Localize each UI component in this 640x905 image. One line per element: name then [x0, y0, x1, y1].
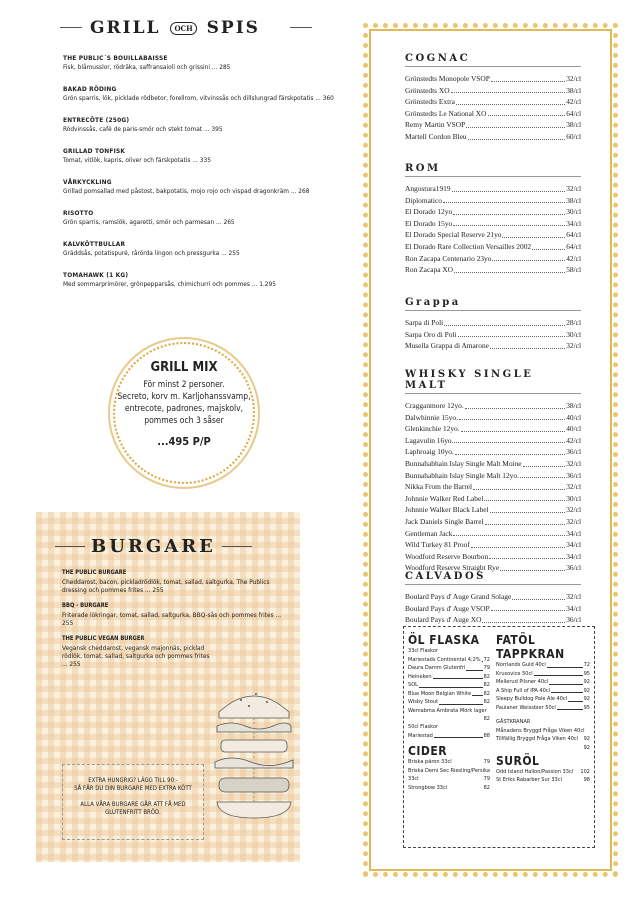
- drink-name: Boulard Pays d' Auge Grand Solage: [405, 592, 512, 601]
- menu-item: [62, 570, 282, 594]
- beer-row: Blue Moon Belgian White 82: [408, 690, 490, 697]
- menu-item: [63, 178, 353, 196]
- drink-price: 32/cl: [566, 74, 581, 83]
- drink-row: [405, 229, 581, 241]
- section-title: WHISKY SINGLE MALT: [405, 369, 581, 394]
- drink-price: 30/cl: [566, 207, 581, 217]
- title-flourish-left: [60, 27, 82, 28]
- burger-illustration: [211, 682, 297, 842]
- drink-price: 36/cl: [566, 615, 581, 625]
- dish-desc: Rödvinssås, café de paris-smör och stekt tomat ... 395: [63, 125, 223, 133]
- drink-price: 38/cl: [566, 401, 581, 410]
- drink-name: Boulard Pays d' Auge XO: [405, 615, 482, 625]
- drink-name: Laphroaig 10yo.: [405, 447, 454, 457]
- dish-desc: Cheddarost, bacon, pickladrödlök, tomat, sallad, saltgurka, The Publics dressing och pommes frites ... 255: [62, 578, 270, 594]
- draft-beer-column: [496, 633, 590, 785]
- dish-desc: Friterade lökringar, tomat, sallad, saltgurka, BBQ-sås och pommes frites ... 255: [62, 611, 282, 627]
- note-line: ALLA VÅRA BURGARE GÅR ATT FÅ MED: [80, 801, 186, 808]
- drink-row: [405, 504, 581, 516]
- drink-row: [405, 446, 581, 458]
- beer-row: St Eriks Rabarber Sur 33cl 98: [496, 777, 590, 783]
- beer-row: Wemabma Ambrata Mörk lager 82: [408, 707, 490, 722]
- drink-name: Sarpa Oro di Poli: [405, 329, 457, 339]
- drink-price: 42/cl: [566, 97, 581, 107]
- section-title: COGNAC: [405, 53, 581, 67]
- drink-name: Woodford Reserve Straight Rye: [405, 563, 500, 573]
- grill-mix-desc: [115, 379, 253, 427]
- beer-box: [403, 626, 595, 848]
- grill-mix-line: För minst 2 personer.: [143, 380, 225, 390]
- grill-title-right: SPIS: [206, 18, 260, 38]
- drink-name: Bunnahabhain Islay Single Malt Moine: [405, 458, 522, 468]
- drink-price: 32/cl: [566, 516, 581, 526]
- drink-price: 38/cl: [566, 195, 581, 205]
- cognac-section: [405, 53, 581, 143]
- dish-name: TOMAHAWK (1 KG): [63, 271, 129, 279]
- dish-desc: Med sommarprimörer, grönpepparsås, chimichurri och pommes ... 1.295: [63, 280, 276, 288]
- dish-desc: Vegansk cheddarost, vegansk majonnäs, picklad rödlök, tomat, sallad, saltgurka och pommes frites ... 255: [62, 644, 210, 668]
- beer-row: Sleepy Bulldog Pale Ale 40cl 92: [496, 696, 590, 702]
- drink-name: Remy Martin VSOP: [405, 120, 466, 130]
- drink-price: 34/cl: [566, 540, 581, 550]
- drink-row: [405, 603, 581, 615]
- whisky-section: [405, 369, 581, 574]
- drink-row: [405, 470, 581, 482]
- beer-subtitle: 50cl Flaskor: [408, 724, 439, 730]
- drink-name: Musella Grappa di Amarone: [405, 341, 489, 351]
- grill-mix-badge: [113, 342, 255, 484]
- drink-name: Wild Turkey 81 Proof: [405, 540, 470, 550]
- drink-row: [405, 108, 581, 120]
- drink-row: [405, 551, 581, 563]
- menu-item: [63, 116, 353, 134]
- drink-price: 32/cl: [566, 505, 581, 515]
- menu-item: [63, 85, 353, 103]
- cider-row: Briska Demi Sec Riesling/Persika 33cl 79: [408, 767, 490, 782]
- menu-item: [63, 147, 353, 165]
- drink-name: Jack Daniels Single Barrel: [405, 516, 484, 526]
- drink-price: 34/cl: [566, 551, 581, 561]
- grill-title-och: OCH: [170, 22, 196, 35]
- grappa-section: [405, 297, 581, 352]
- dish-name: VÅRKYCKLING: [63, 178, 112, 186]
- menu-item: [63, 271, 353, 289]
- drink-price: 32/cl: [566, 592, 581, 601]
- burgare-panel: [36, 512, 300, 862]
- drink-name: Nikka From the Barrel: [405, 482, 473, 492]
- dish-name: THE PUBLIC´S BOUILLABAISSE: [63, 54, 168, 62]
- drink-name: Boulard Pays d' Auge VSOP: [405, 603, 490, 613]
- drink-row: [405, 195, 581, 207]
- beer-row: Paulaner Weissbier 50cl 95: [496, 704, 590, 711]
- dish-desc: Gräddsås, potatispuré, rårörda lingon och pressgurka ... 255: [63, 249, 240, 257]
- beer-row: Norrlands Guld 40cl 72: [496, 662, 590, 668]
- beer-row: Odd Island Hallon/Passion 33cl 102: [496, 768, 590, 775]
- drink-price: 38/cl: [566, 85, 581, 95]
- beer-row: Mariestads Continental 4,2% 72: [408, 656, 490, 663]
- beer-row: Krusovice 50cl 95: [496, 670, 590, 677]
- dish-name: BBQ - BURGARE: [62, 603, 109, 609]
- drink-price: 30/cl: [566, 329, 581, 339]
- beer-row: Månadens Bryggd Fråga Viken 40cl 92: [496, 727, 590, 742]
- drink-row: [405, 400, 581, 412]
- drink-name: El Dorado Rare Collection Versailles 2002: [405, 241, 532, 251]
- drink-row: [405, 253, 581, 265]
- beer-row: A Ship Full of IPA 40cl 92: [496, 687, 590, 694]
- burgare-list: [62, 570, 282, 677]
- drink-name: El Dorado Special Reserve 21yo: [405, 230, 502, 240]
- dish-name: GRILLAD TONFISK: [63, 147, 126, 155]
- drink-name: Gentleman Jack: [405, 528, 453, 538]
- drink-name: Woodford Reserve Bourbon: [405, 551, 489, 561]
- drink-price: 36/cl: [566, 447, 581, 457]
- beer-row: Mellerud Pilsner 40cl 92: [496, 679, 590, 685]
- menu-item: [63, 54, 353, 72]
- extra-hungry-note: [62, 764, 204, 840]
- dish-name: RISOTTO: [63, 209, 94, 217]
- drink-price: 40/cl: [566, 424, 581, 434]
- grill-mix-title: GRILL MIX: [150, 360, 218, 375]
- drink-name: Diplomatico: [405, 195, 442, 205]
- drink-price: 30/cl: [566, 493, 581, 503]
- cider-row: Briska päron 33cl 79: [408, 759, 490, 765]
- draft-title: FATÖL TAPPKRAN: [496, 633, 565, 661]
- drink-price: 32/cl: [566, 341, 581, 351]
- burgare-title: [91, 536, 216, 557]
- section-title: CALVADOS: [405, 571, 581, 585]
- drink-row: [405, 340, 581, 352]
- drink-name: Johnnie Walker Black Label: [405, 505, 489, 515]
- drink-price: 42/cl: [566, 435, 581, 445]
- drink-price: 38/cl: [566, 120, 581, 130]
- dish-name: THE PUBLIC VEGAN BURGER: [62, 636, 145, 642]
- drink-price: 34/cl: [566, 218, 581, 228]
- drink-row: [405, 329, 581, 341]
- menu-item: [62, 603, 282, 627]
- rom-section: [405, 163, 581, 276]
- beer-title: ÖL FLASKA: [408, 633, 480, 647]
- section-title: ROM: [405, 163, 581, 177]
- drink-price: 32/cl: [566, 458, 581, 468]
- guest-taps-subtitle: GÄSTKRANAR: [496, 719, 531, 725]
- drink-row: [405, 591, 581, 603]
- drink-row: [405, 493, 581, 505]
- sour-beer-title: SURÖL: [496, 753, 540, 768]
- drink-price: 34/cl: [566, 603, 581, 613]
- drink-price: 60/cl: [566, 131, 581, 141]
- grill-mix-line: Secreto, korv m. Karljohanssvamp,: [117, 392, 251, 402]
- grill-mix-line: pommes och 3 såser: [144, 416, 224, 426]
- section-title: Grappa: [405, 297, 581, 311]
- grill-mix-price: ...495 P/P: [157, 435, 211, 448]
- drink-price: 64/cl: [566, 230, 581, 240]
- drink-name: Sarpa di Poli: [405, 318, 444, 327]
- dish-name: BAKAD RÖDING: [63, 85, 117, 93]
- dish-desc: Grön sparris, lök, picklade rödbetor, forellrom, vitvinssås och dillslungrad färskpotatis ... 360: [63, 94, 334, 102]
- menu-item: [62, 636, 212, 668]
- drink-price: 42/cl: [566, 253, 581, 263]
- grill-title: [90, 18, 290, 38]
- note-line: SÅ FÅR DU DIN BURGARE MED EXTRA KÖTT: [74, 785, 192, 792]
- dish-name: ENTRECÔTE (250G): [63, 116, 130, 124]
- drink-price: 28/cl: [566, 318, 581, 327]
- drink-row: [405, 423, 581, 435]
- grill-title-left: GRILL: [90, 18, 161, 38]
- menu-item: [63, 240, 353, 258]
- beer-row: Wisby Stout 82: [408, 699, 490, 705]
- beer-row: SOL 82: [408, 682, 490, 688]
- title-rule-left: [55, 546, 85, 547]
- drink-row: [405, 183, 581, 195]
- drink-price: 36/cl: [566, 470, 581, 480]
- beer-row: Tillfällig Bryggd Fråga Viken 40cl 92: [496, 736, 590, 751]
- drink-name: Cragganmore 12yo.: [405, 401, 464, 410]
- drink-price: 32/cl: [566, 482, 581, 492]
- grill-menu-list: [63, 54, 353, 302]
- drink-name: Dalwhinnie 15yo.: [405, 412, 458, 422]
- dish-desc: Tomat, vitlök, kapris, oliver och färskpotatis ... 335: [63, 156, 211, 164]
- drink-row: [405, 516, 581, 528]
- drink-row: [405, 614, 581, 626]
- drink-row: [405, 481, 581, 493]
- drink-name: El Dorado 12yo: [405, 207, 453, 217]
- drink-row: [405, 412, 581, 424]
- drink-name: Grönstedts Monopole VSOP: [405, 74, 490, 83]
- drink-name: Glenkinchie 12yo.: [405, 424, 460, 434]
- drink-row: [405, 539, 581, 551]
- drink-name: Grönstedts Le National XO: [405, 108, 487, 118]
- drink-name: Lagavulin 16yo.: [405, 435, 454, 445]
- drink-name: Martell Cordon Bleu: [405, 131, 467, 141]
- drink-price: 32/cl: [566, 184, 581, 193]
- drink-row: [405, 73, 581, 85]
- dish-desc: Fisk, blåmusslor, rödräka, saffransaioli och grissini ... 285: [63, 63, 231, 71]
- beer-row: Heineken 82: [408, 673, 490, 680]
- dish-desc: Grillad pomsallad med påstost, bakpotatis, mojo rojo och vispad dragonkräm ... 268: [63, 187, 310, 195]
- grill-mix-line: entrecote, padrones, majskolv,: [124, 404, 244, 414]
- drink-price: 64/cl: [566, 108, 581, 118]
- drink-row: [405, 206, 581, 218]
- drink-name: Johnnie Walker Red Label: [405, 493, 484, 503]
- drink-price: 40/cl: [566, 412, 581, 422]
- drink-name: Grönstedts Extra: [405, 97, 455, 107]
- drink-row: [405, 119, 581, 131]
- drink-row: [405, 264, 581, 276]
- drink-row: [405, 96, 581, 108]
- drink-row: [405, 85, 581, 97]
- dish-name: THE PUBLIC BURGARE: [62, 570, 127, 576]
- drink-name: Ron Zacapa Centenario 23yo: [405, 253, 492, 263]
- drink-price: 58/cl: [566, 265, 581, 275]
- beer-subtitle: 33cl Flaskor: [408, 648, 439, 654]
- cider-row: Strongbow 33cl 82: [408, 784, 490, 791]
- drink-name: Angostura1919: [405, 184, 451, 193]
- drink-price: 34/cl: [566, 528, 581, 538]
- title-flourish-right: [290, 27, 312, 28]
- drink-name: Bunnahabhain Islay Single Malt 12yo.: [405, 470, 519, 480]
- drink-row: [405, 528, 581, 540]
- menu-item: [63, 209, 353, 227]
- note-line: GLUTENFRITT BRÖD.: [105, 809, 161, 816]
- calvados-section: [405, 571, 581, 626]
- drink-row: [405, 458, 581, 470]
- drink-price: 64/cl: [566, 241, 581, 251]
- cider-title: CIDER: [408, 744, 448, 758]
- drink-name: El Dorado 15yo: [405, 218, 453, 228]
- dish-name: KALVKÖTTBULLAR: [63, 240, 126, 248]
- dish-desc: Grön sparris, ramslök, agaretti, smör och parmesan ... 265: [63, 218, 235, 226]
- note-line: EXTRA HUNGRIG? LÄGG TILL 90:-: [88, 777, 178, 784]
- drink-name: Grönstedts XO: [405, 85, 450, 95]
- drink-row: [405, 317, 581, 329]
- drink-price: 36/cl: [566, 563, 581, 573]
- drink-row: [405, 241, 581, 253]
- drink-row: [405, 435, 581, 447]
- beer-row: Mariestad 88: [408, 732, 490, 739]
- drinks-panel: [369, 29, 612, 871]
- bottled-beer-column: [408, 633, 490, 792]
- beer-row: Daura Damm Glutenfri 79: [408, 665, 490, 671]
- title-rule-right: [222, 546, 252, 547]
- drink-name: Ron Zacapa XO: [405, 265, 454, 275]
- drink-row: [405, 218, 581, 230]
- drink-row: [405, 131, 581, 143]
- burgare-title-text: BURGARE: [91, 536, 216, 557]
